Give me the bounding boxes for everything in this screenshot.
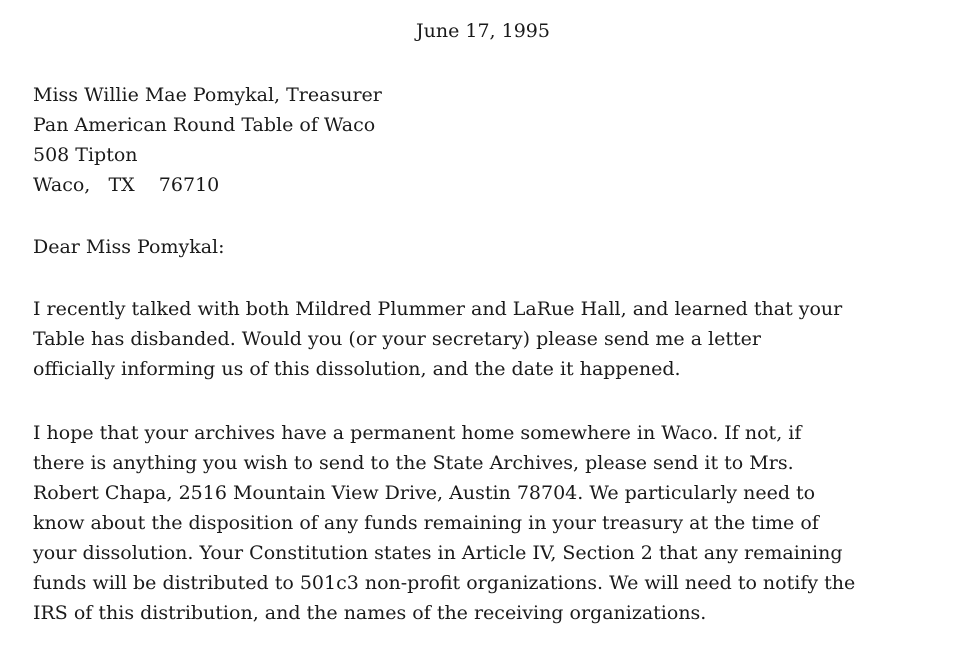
address-line-street: 508 Tipton <box>33 144 138 166</box>
address-line-organization: Pan American Round Table of Waco <box>33 114 376 136</box>
paragraph-disbanding-request <box>33 294 938 384</box>
paragraph-line: your dissolution. Your Constitution states in Article IV, Section 2 that any remaining <box>33 542 843 564</box>
address-line-name: Miss Willie Mae Pomykal, Treasurer <box>33 84 382 106</box>
paragraph-line: officially informing us of this dissolution, and the date it happened. <box>33 358 681 380</box>
paragraph-line: know about the disposition of any funds remaining in your treasury at the time of <box>33 512 819 534</box>
paragraph-line: funds will be distributed to 501c3 non-profit organizations. We will need to notify the <box>33 572 856 594</box>
paragraph-line: I recently talked with both Mildred Plummer and LaRue Hall, and learned that your <box>33 298 843 320</box>
paragraph-line: Table has disbanded. Would you (or your secretary) please send me a letter <box>33 328 761 350</box>
address-line-city: Waco, TX 76710 <box>33 174 220 196</box>
paragraph-line: IRS of this distribution, and the names of the receiving organizations. <box>33 602 707 624</box>
paragraph-archives-and-funds <box>33 418 938 628</box>
paragraph-line: there is anything you wish to send to the State Archives, please send it to Mrs. <box>33 452 794 474</box>
salutation: Dear Miss Pomykal: <box>33 236 225 258</box>
letter-date: June 17, 1995 <box>416 20 550 42</box>
recipient-address <box>33 80 382 200</box>
paragraph-line: Robert Chapa, 2516 Mountain View Drive, Austin 78704. We particularly need to <box>33 482 816 504</box>
paragraph-line: I hope that your archives have a permanent home somewhere in Waco. If not, if <box>33 422 802 444</box>
